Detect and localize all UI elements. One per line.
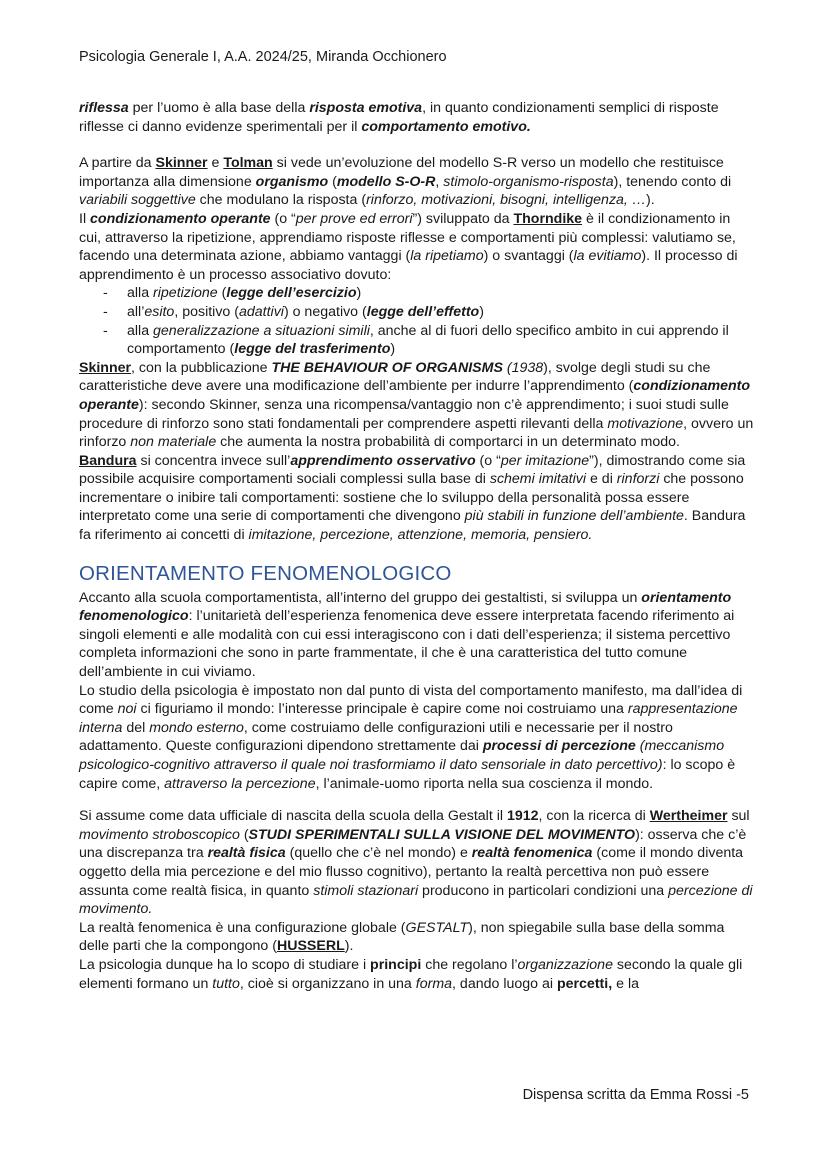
text-italic: per imitazione [500,452,590,469]
text: La psicologia dunque ha lo scopo di studiare i [79,956,371,973]
text-italic: la ripetiamo [410,248,484,265]
text: si vede un’evoluzione del modello S-R verso un modello che restituisce importanza alla dimensione [79,155,724,190]
text: A partire da [79,155,156,172]
paragraph-gestalt-birth [79,807,755,919]
text-bold-italic: comportamento emotivo. [361,118,531,135]
text: ”) sviluppato da [412,210,514,227]
page-footer: Dispensa scritta da Emma Rossi -5 [522,1087,749,1103]
text: ) [356,285,362,302]
text: alla [127,285,154,302]
text: che possono incrementare o inibire tali comportamenti: sostiene che lo sviluppo della personalità possa essere interpretato come una serie di comportamenti che divengono [79,471,744,525]
text: ). Il processo di apprendimento è un processo associativo dovuto: [79,248,738,283]
text-italic: noi [117,701,137,718]
name-wertheimer: Wertheimer [649,808,728,825]
paragraph-perception [79,682,755,794]
book-title: THE BEHAVIOUR OF ORGANISMS [271,359,503,376]
dash-bullet: - [103,303,108,320]
paragraph-gestalt-definition [79,919,755,956]
text: (o “ [270,210,296,227]
text: ). [344,938,354,955]
text-italic: imitazione, percezione, attenzione, memoria, pensiero. [248,527,593,544]
name-husserl: HUSSERL [276,938,345,955]
text: ) [390,341,396,358]
text: ( [217,285,227,302]
text: (quello che c’è nel mondo) e [285,845,472,862]
name-skinner: Skinner [79,359,132,376]
text: , con la pubblicazione [131,359,272,376]
text-italic: la evitiamo [573,248,642,265]
text: : l’unitarietà dell’esperienza fenomenica deve essere interpretata facendo riferimento ai singoli elementi e alle modalità con cui essi interagiscono con i dati dell’esperienza; il sistema percettivo completa informazioni che sono in parte frammentate, il che è una caratteristica del tutto comune dell’ambiente in cui viviamo. [79,608,735,681]
list-item [103,322,755,359]
text: , dando luogo ai [452,975,557,992]
text-italic: stimoli stazionari [313,882,419,899]
text: ), svolge degli studi su che caratteristiche deve avere una modificazione dell’ambiente per indurre l’apprendimento ( [79,359,711,395]
text-bold-italic: risposta emotiva [309,100,423,116]
text: Si assume come data ufficiale di nascita della scuola della Gestalt il [79,808,507,825]
text-bold: percetti, [556,975,613,992]
text-bold-italic: organismo [255,173,329,190]
text: del [122,719,150,736]
text-italic: attraverso la percezione [164,775,316,792]
text: ( [328,173,337,190]
text-italic: adattivi [238,303,284,320]
text: alla [127,322,154,339]
paragraph-emotive-response [79,99,755,136]
learning-laws-list [79,284,755,358]
text-bold: principi [370,956,422,973]
text-italic: ripetizione [153,285,218,302]
paragraph-sor-model [79,154,755,210]
text: Lo studio della psicologia è impostato non dal punto di vista del comportamento manifesto, ma dall’idea di come [79,682,743,718]
text: , [435,173,444,190]
text: ): osserva che c’è una discrepanza tra [79,826,747,862]
text: Il [79,210,91,227]
text-italic: esito [144,303,175,320]
text: , in quanto condizionamenti semplici di risposte riflesse ci danno evidenze sperimentali per il [79,100,719,135]
text-italic: rinforzi [616,471,660,488]
name-skinner: Skinner [155,155,208,172]
text: ( [239,826,249,843]
text: ) o negativo ( [283,303,367,320]
text-italic: variabili soggettive [79,192,196,209]
text: producono in particolari condizioni una [418,882,669,899]
paragraph-phenomenological [79,589,755,682]
text: Accanto alla scuola comportamentista, all’interno del gruppo dei gestaltisti, si sviluppa un [79,589,642,606]
text-bold-italic: legge dell’esercizio [226,285,357,302]
text: per l’uomo è alla base della [128,100,310,116]
section-heading: ORIENTAMENTO FENOMENOLOGICO [79,561,452,585]
name-bandura: Bandura [79,452,137,469]
dash-bullet: - [103,322,108,339]
text: si concentra invece sull’ [136,452,291,469]
text: (come il mondo diventa oggetto della mia percezione e del mio flusso cognitivo), pertanto la realtà percettiva non può essere assunta come realtà fisica, in quanto [79,845,744,899]
text: , positivo ( [174,303,239,320]
name-tolman: Tolman [223,155,273,172]
text: ). [646,192,655,209]
text: ): secondo Skinner, senza una ricompensa/vantaggio non c’è apprendimento; i suoi studi sulle procedure di rinforzo sono stati fondamentali per comprendere aspetti rilevanti della [79,396,729,432]
text: ), tenendo conto di [613,173,732,190]
text-bold-italic: processi di percezione [482,738,636,755]
text-bold-italic: condizionamento operante [90,210,271,227]
text-italic: rappresentazione interna [79,701,738,736]
text-bold-italic: apprendimento osservativo [290,452,476,469]
text-italic: organizzazione [517,956,613,973]
document-body [79,99,755,993]
text: , come costruiamo delle configurazioni utili e necessarie per il nostro adattamento. Queste configurazioni dipendono strettamente dai [79,719,673,755]
text-italic: non materiale [130,434,217,451]
text-bold-italic: legge dell’effetto [366,303,480,320]
text: ci figuriamo il mondo: l’interesse principale è capire come noi costruiamo una [136,701,628,718]
text: che modulano la risposta ( [195,192,367,209]
text-bold-italic: legge del trasferimento [234,341,391,358]
text-italic: più stabili in funzione dell’ambiente [464,508,684,525]
text: e la [612,975,639,992]
text-italic: motivazione [607,415,684,432]
text: ), non spiegabile sulla base della somma delle parti che la compongono ( [79,919,725,955]
text-italic: forma [415,975,453,992]
text: La realtà fenomenica è una configurazione globale ( [79,919,406,936]
text: che aumenta la nostra probabilità di comportarci in un determinato modo. [216,434,680,451]
text-italic: tutto [212,975,240,992]
text: sul [727,808,750,825]
text: ”), dimostrando come sia possibile acquisire comportamenti sociali complessi sulla base di [79,452,746,488]
text: , ovvero un rinforzo [79,415,754,451]
paragraph-operant-conditioning [79,210,755,284]
text-italic: schemi imitativi [489,471,587,488]
text: (o “ [475,452,501,469]
text-bold-italic: realtà fisica [207,845,286,862]
text: : lo scopo è capire come, [79,757,736,792]
text-italic: percezione di movimento. [79,882,753,918]
text-italic: stimolo-organismo-risposta [443,173,614,190]
text-italic: movimento stroboscopico [79,826,240,843]
text-bold-italic: condizionamento operante [79,378,751,413]
text: , con la ricerca di [538,808,650,825]
text: che regolano l’ [421,956,518,973]
list-item [103,303,755,322]
text: è il condizionamento in cui, attraverso la ripetizione, apprendiamo risposte riflesse e comportamenti più complessi: valutiamo se, facendo una determinata azione, abbiamo vantaggi ( [79,210,736,265]
text: . Bandura fa riferimento ai concetti di [79,508,746,544]
text-italic: (1938 [502,359,544,376]
text: , anche al di fuori dello specifico ambito in cui apprendo il comportamento ( [127,322,729,358]
text-italic: mondo esterno [149,719,244,736]
paragraph-skinner [79,359,755,452]
text-bold-italic: realtà fenomenica [471,845,593,862]
paragraph-bandura [79,452,755,545]
text-bold-italic: riflessa [79,100,129,116]
text-italic: per prove ed errori [295,210,413,227]
page-header: Psicologia Generale I, A.A. 2024/25, Miranda Occhionero [79,49,447,65]
text: all’ [127,303,145,320]
text-bold: 1912 [506,808,539,825]
paragraph-principles [79,956,755,993]
text: e [207,155,224,172]
text: ) o svantaggi ( [483,248,574,265]
text-bold-italic: orientamento fenomenologico [79,589,732,625]
list-item [103,284,755,303]
text-italic: rinforzo, motivazioni, bisogni, intelligenza, … [366,192,647,209]
name-thorndike: Thorndike [513,210,583,227]
text-italic: GESTALT [405,919,469,936]
text: e di [586,471,617,488]
text: ) [479,303,484,320]
dash-bullet: - [103,285,108,302]
text-bold-italic: modello S-O-R [336,173,436,190]
book-title: STUDI SPERIMENTALI SULLA VISIONE DEL MOVIMENTO [248,826,636,843]
text-italic: (meccanismo psicologico-cognitivo attraverso il quale noi trasformiamo il dato sensoriale in dato percettivo) [79,738,725,773]
text: , l’animale-uomo riporta nella sua coscienza il mondo. [315,775,654,792]
text: secondo la quale gli elementi formano un [79,956,743,992]
text-italic: generalizzazione a situazioni simili [153,322,370,339]
text: , cioè si organizzano in una [239,975,416,992]
